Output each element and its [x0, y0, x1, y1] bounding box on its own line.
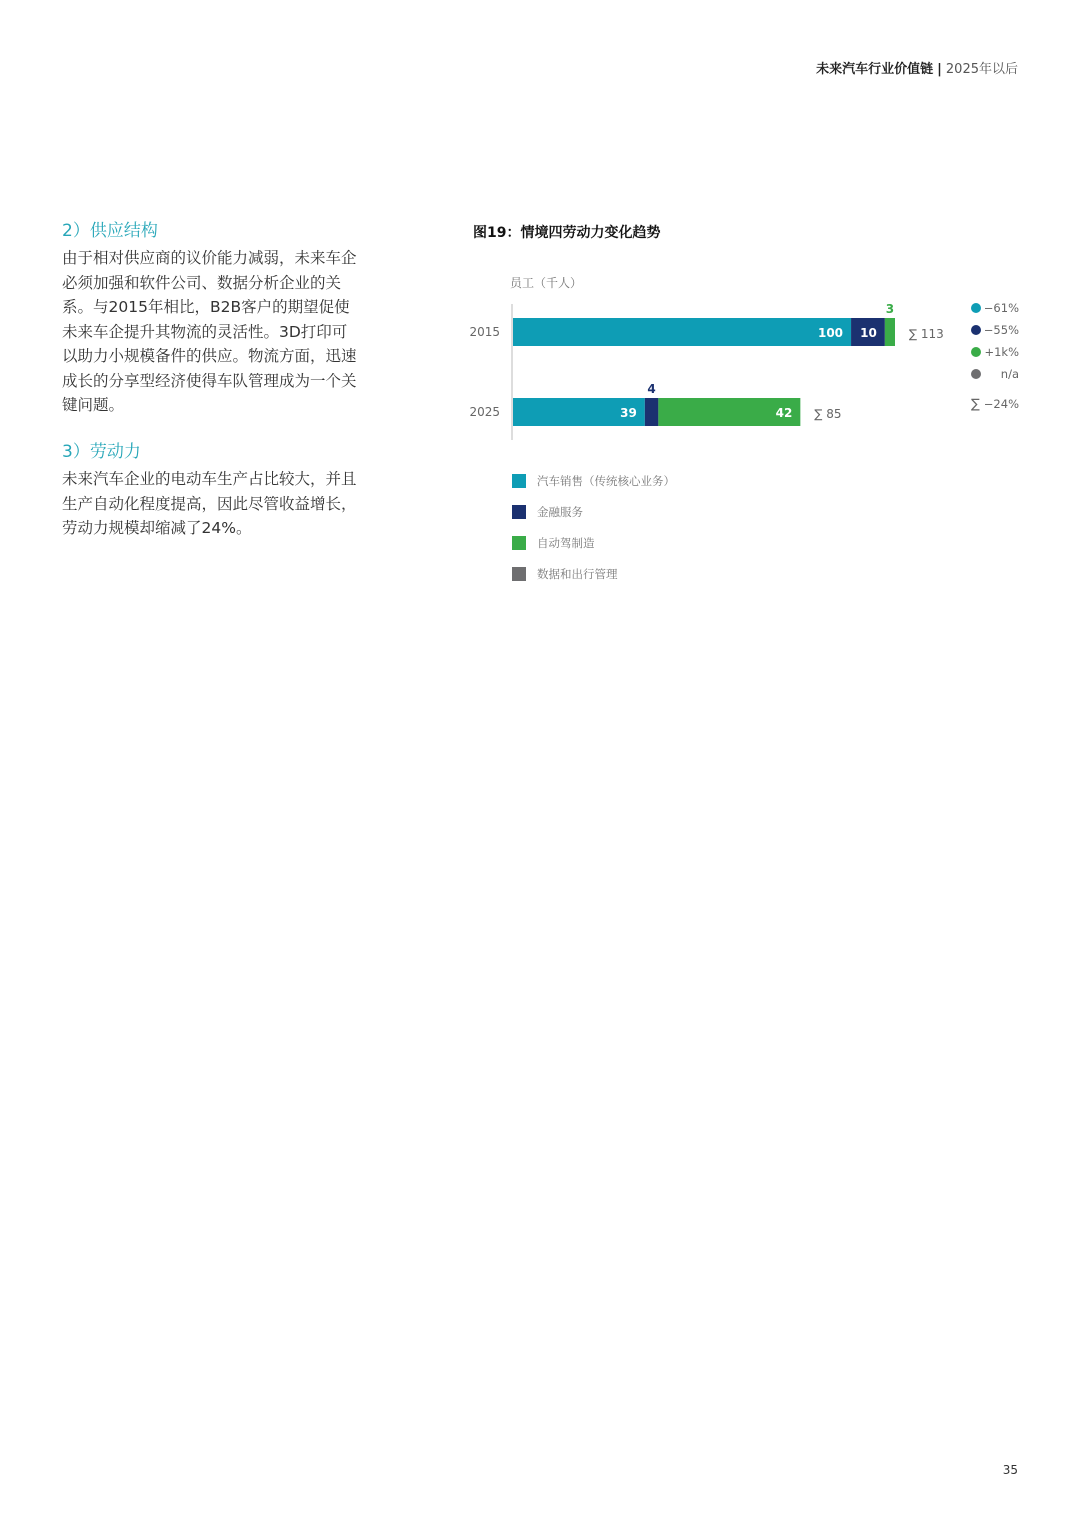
series-change-dot	[971, 303, 981, 313]
data-label: 100	[817, 326, 844, 340]
header-separator: |	[937, 62, 942, 77]
series-change-label: −61%	[983, 301, 1019, 315]
data-label: 42	[775, 406, 793, 420]
total-symbol: ∑	[971, 397, 980, 412]
legend-label: 自动驾制造	[537, 536, 595, 550]
category-label: 2025	[469, 405, 500, 419]
bar-segment	[645, 398, 659, 426]
total-label: ∑ 113	[909, 327, 944, 341]
y-axis-label: 员工（千人）	[510, 276, 583, 290]
header-subtitle: 2025年以后	[945, 62, 1018, 77]
bar-segment	[513, 318, 851, 346]
bar-segment	[885, 318, 895, 346]
series-change-dot	[971, 369, 981, 379]
header-title: 未来汽车行业价值链	[816, 62, 934, 77]
section-body: 由于相对供应商的议价能力减弱，未来车企必须加强和软件公司、数据分析企业的关系。与2015年相比，B2B客户的期望促使未来车企提升其物流的灵活性。3D打印可以助力小规模备件的供应。物流方面，迅速成长的分享型经济使得车队管理成为一个关键问题。	[62, 249, 357, 414]
data-label: 39	[620, 406, 637, 420]
data-label: 4	[647, 382, 656, 396]
series-change-label: n/a	[1000, 367, 1019, 381]
category-label: 2015	[469, 325, 500, 339]
section-body: 未来汽车企业的电动车生产占比较大，并且生产自动化程度提高，因此尽管收益增长，劳动力规模却缩减了24%。	[62, 470, 357, 537]
legend-swatch	[512, 567, 526, 581]
series-change-label: −55%	[983, 323, 1019, 337]
legend-label: 金融服务	[537, 505, 583, 519]
page-number: 35	[1002, 1463, 1018, 1477]
legend-label: 数据和出行管理	[537, 567, 618, 581]
data-label: 10	[860, 326, 877, 340]
data-label: 3	[885, 302, 895, 316]
section-supply-structure	[62, 220, 362, 418]
total-change-label: −24%	[983, 397, 1019, 411]
workforce-chart	[460, 262, 1040, 602]
section-labor	[62, 441, 362, 541]
figure-title: 图19：情境四劳动力变化趋势	[473, 225, 661, 241]
legend-swatch	[512, 536, 526, 550]
legend-swatch	[512, 505, 526, 519]
legend-swatch	[512, 474, 526, 488]
legend-label: 汽车销售（传统核心业务）	[537, 474, 675, 488]
section-title: 3）劳动力	[62, 442, 141, 462]
section-title: 2）供应结构	[62, 221, 158, 241]
page-header	[816, 58, 1018, 77]
total-label: ∑ 85	[814, 407, 842, 421]
series-change-label: +1k%	[984, 345, 1019, 359]
series-change-dot	[971, 347, 981, 357]
series-change-dot	[971, 325, 981, 335]
